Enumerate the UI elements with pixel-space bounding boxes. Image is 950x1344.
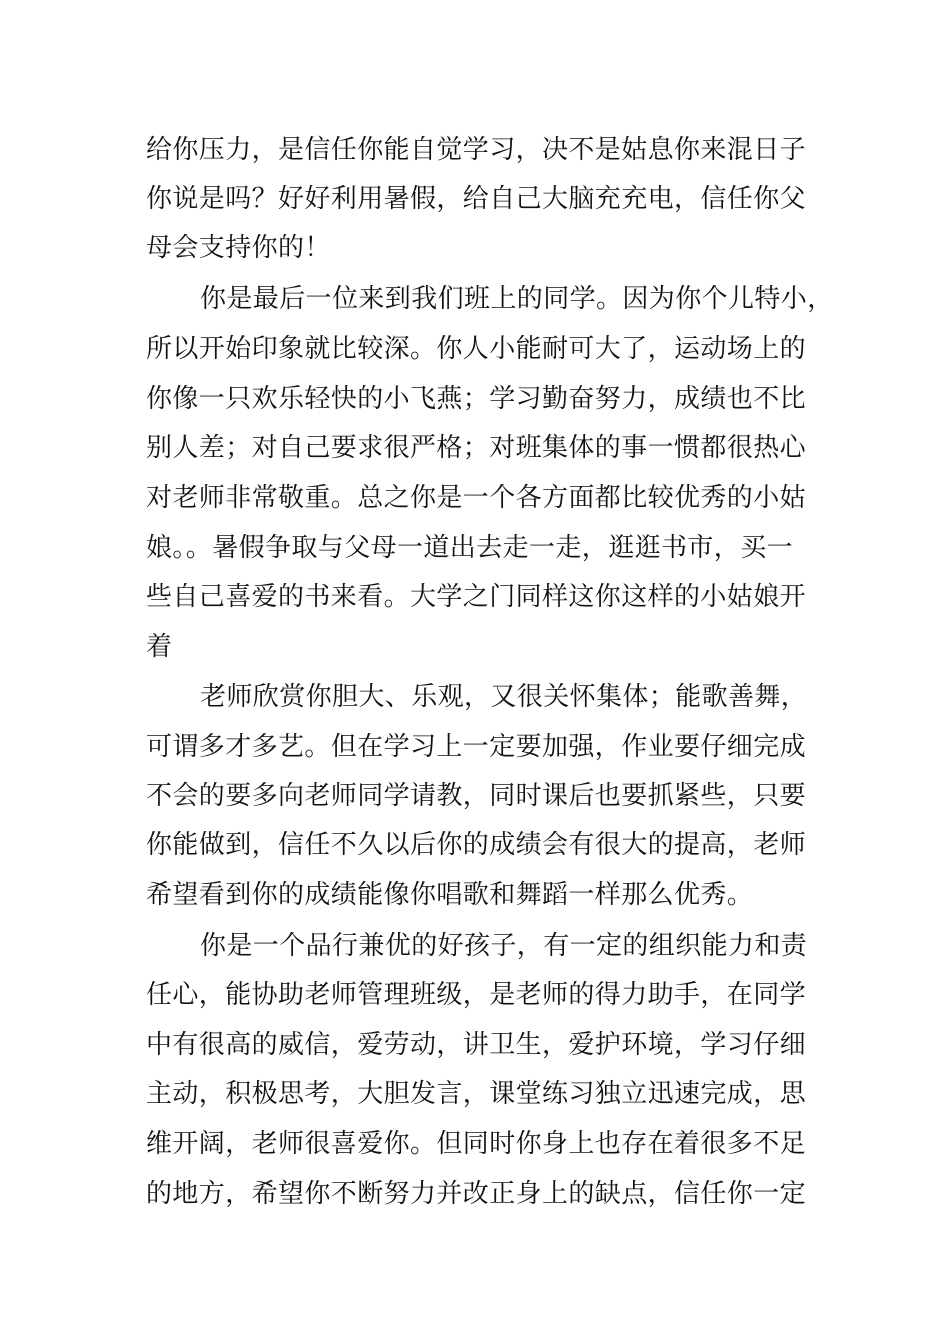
- paragraph-1-line-2: 你说是吗？好好利用暑假，给自己大脑充充电，信任你父: [146, 184, 807, 214]
- paragraph-2-line-5: 对老师非常敬重。总之你是一个各方面都比较优秀的小姑: [146, 483, 807, 513]
- paragraph-2-line-7: 些自己喜爱的书来看。大学之门同样这你这样的小姑娘开: [146, 582, 807, 612]
- paragraph-2-line-2: 所以开始印象就比较深。你人小能耐可大了，运动场上的: [146, 334, 807, 364]
- paragraph-3-line-5: 希望看到你的成绩能像你唱歌和舞蹈一样那么优秀。: [146, 880, 754, 910]
- paragraph-3-line-1: 老师欣赏你胆大、乐观，又很关怀集体；能歌善舞，: [200, 682, 808, 712]
- paragraph-4-line-1: 你是一个品行兼优的好孩子，有一定的组织能力和责: [200, 931, 808, 961]
- paragraph-1-line-1: 给你压力，是信任你能自觉学习，决不是姑息你来混日子: [146, 135, 807, 165]
- paragraph-3-line-4: 你能做到，信任不久以后你的成绩会有很大的提高，老师: [146, 830, 807, 860]
- paragraph-2-line-6: 娘。。暑假争取与父母一道出去走一走，逛逛书市，买一: [146, 533, 794, 563]
- paragraph-4-line-5: 维开阔，老师很喜爱你。但同时你身上也存在着很多不足: [146, 1129, 807, 1159]
- paragraph-4-line-6: 的地方，希望你不断努力并改正身上的缺点，信任你一定: [146, 1179, 807, 1209]
- paragraph-4-line-4: 主动，积极思考，大胆发言，课堂练习独立迅速完成，思: [146, 1079, 807, 1109]
- paragraph-2-line-4: 别人差；对自己要求很严格；对班集体的事一惯都很热心: [146, 433, 807, 463]
- paragraph-2-line-1: 你是最后一位来到我们班上的同学。因为你个儿特小，: [200, 284, 834, 314]
- paragraph-2-line-8: 着: [146, 632, 173, 662]
- paragraph-3-line-3: 不会的要多向老师同学请教，同时课后也要抓紧些，只要: [146, 781, 807, 811]
- paragraph-4-line-3: 中有很高的威信，爱劳动，讲卫生，爱护环境，学习仔细: [146, 1030, 807, 1060]
- paragraph-4-line-2: 任心，能协助老师管理班级，是老师的得力助手，在同学: [146, 980, 807, 1010]
- paragraph-3-line-2: 可谓多才多艺。但在学习上一定要加强，作业要仔细完成: [146, 732, 807, 762]
- paragraph-2-line-3: 你像一只欢乐轻快的小飞燕；学习勤奋努力，成绩也不比: [146, 384, 807, 414]
- paragraph-1-line-3: 母会支持你的！: [146, 233, 331, 263]
